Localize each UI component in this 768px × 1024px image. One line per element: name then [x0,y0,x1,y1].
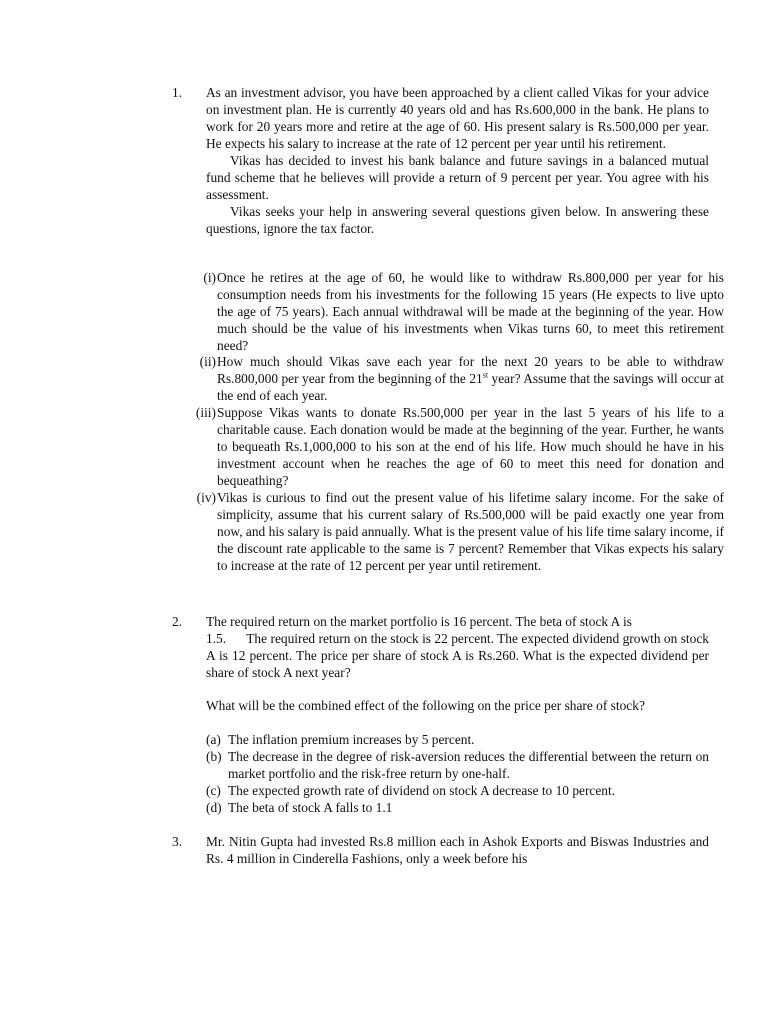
question-2-number: 2. [172,614,183,629]
question-3-number: 3. [172,834,183,849]
question-2-prompt: What will be the combined effect of the following on the price per share of stock? [206,698,645,713]
subquestion-label: (ii) [199,354,216,369]
option-label: (a) [206,732,221,747]
ordinal-suffix: st [482,370,489,380]
subquestion-text [217,353,724,404]
subquestion-label: (iv) [196,490,216,505]
question-1-body [206,84,709,237]
question-1-number: 1. [172,85,183,100]
question-1-paragraph-2: Vikas has decided to invest his bank balance and future savings in a balanced mutual fund scheme that he believes will provide a return of 9 percent per year. You agree with his assessment. [206,153,709,202]
option-label: (c) [206,783,221,798]
subquestion-text: Suppose Vikas wants to donate Rs.500,000 per year in the last 5 years of his life to a charitable cause. Each donation would be made at the beginning of the year. Further, he wants to bequeath Rs.1,000,000 to his son at the end of his life. How much should he have in his investment account when he reaches the age of 60 to meet this need for donation and bequeathing? [217,405,724,488]
question-2-continuation: 1.5. The required return on the stock is 22 percent. The expected dividend growth on stock A is 12 percent. The price per share of stock A is Rs.260. What is the expected dividend per share of stock A next year? [206,631,709,680]
subquestion-label: (i) [203,270,216,285]
question-1-paragraph-3: Vikas seeks your help in answering several questions given below. In answering these questions, ignore the tax factor. [206,204,709,236]
option-text: The inflation premium increases by 5 percent. [228,732,475,747]
option-label: (d) [206,800,222,815]
option-text: The decrease in the degree of risk-aversion reduces the differential between the return on market portfolio and the risk-free return by one-half. [228,749,709,781]
subquestion-label: (iii) [195,405,216,420]
question-2-line-1: The required return on the market portfolio is 16 percent. The beta of stock A is [206,614,632,629]
subquestion-text: Once he retires at the age of 60, he would like to withdraw Rs.800,000 per year for his consumption needs from his investments for the following 15 years (He expects to live upto the age of 75 years). Each annual withdrawal will be made at the beginning of the year. How much should be the value of his investments when Vikas turns 60, to meet this retirement need? [217,270,724,353]
option-label: (b) [206,749,222,764]
option-text: The beta of stock A falls to 1.1 [228,800,393,815]
question-3-body [206,833,709,867]
option-text: The expected growth rate of dividend on stock A decrease to 10 percent. [228,783,616,798]
subquestion-text-part: year? Assume that the savings will occur at the end of each year. [217,371,725,403]
question-2-body [206,613,709,681]
subquestion-text-part: How much should Vikas save each year for the next 20 years to be able to withdraw Rs.800,000 per year from the beginning of the 21 [217,354,724,386]
subquestion-text: Vikas is curious to find out the present value of his lifetime salary income. For the sake of simplicity, assume that his current salary of Rs.500,000 will be paid exactly one year from now, and his salary is paid annually. What is the present value of his life time salary income, if the discount rate applicable to the same is 7 percent? Remember that Vikas expects his salary to increase at the rate of 12 percent per year until retirement. [217,490,724,573]
question-3-text: Mr. Nitin Gupta had invested Rs.8 million each in Ashok Exports and Biswas Industries and Rs. 4 million in Cinderella Fashions, only a week before his [206,834,709,866]
question-1-paragraph-1: As an investment advisor, you have been approached by a client called Vikas for your advice on investment plan. He is currently 40 years old and has Rs.600,000 in the bank. He plans to work for 20 years more and retire at the age of 60. His present salary is Rs.500,000 per year. He expects his salary to increase at the rate of 12 percent per year until his retirement. [206,85,709,151]
